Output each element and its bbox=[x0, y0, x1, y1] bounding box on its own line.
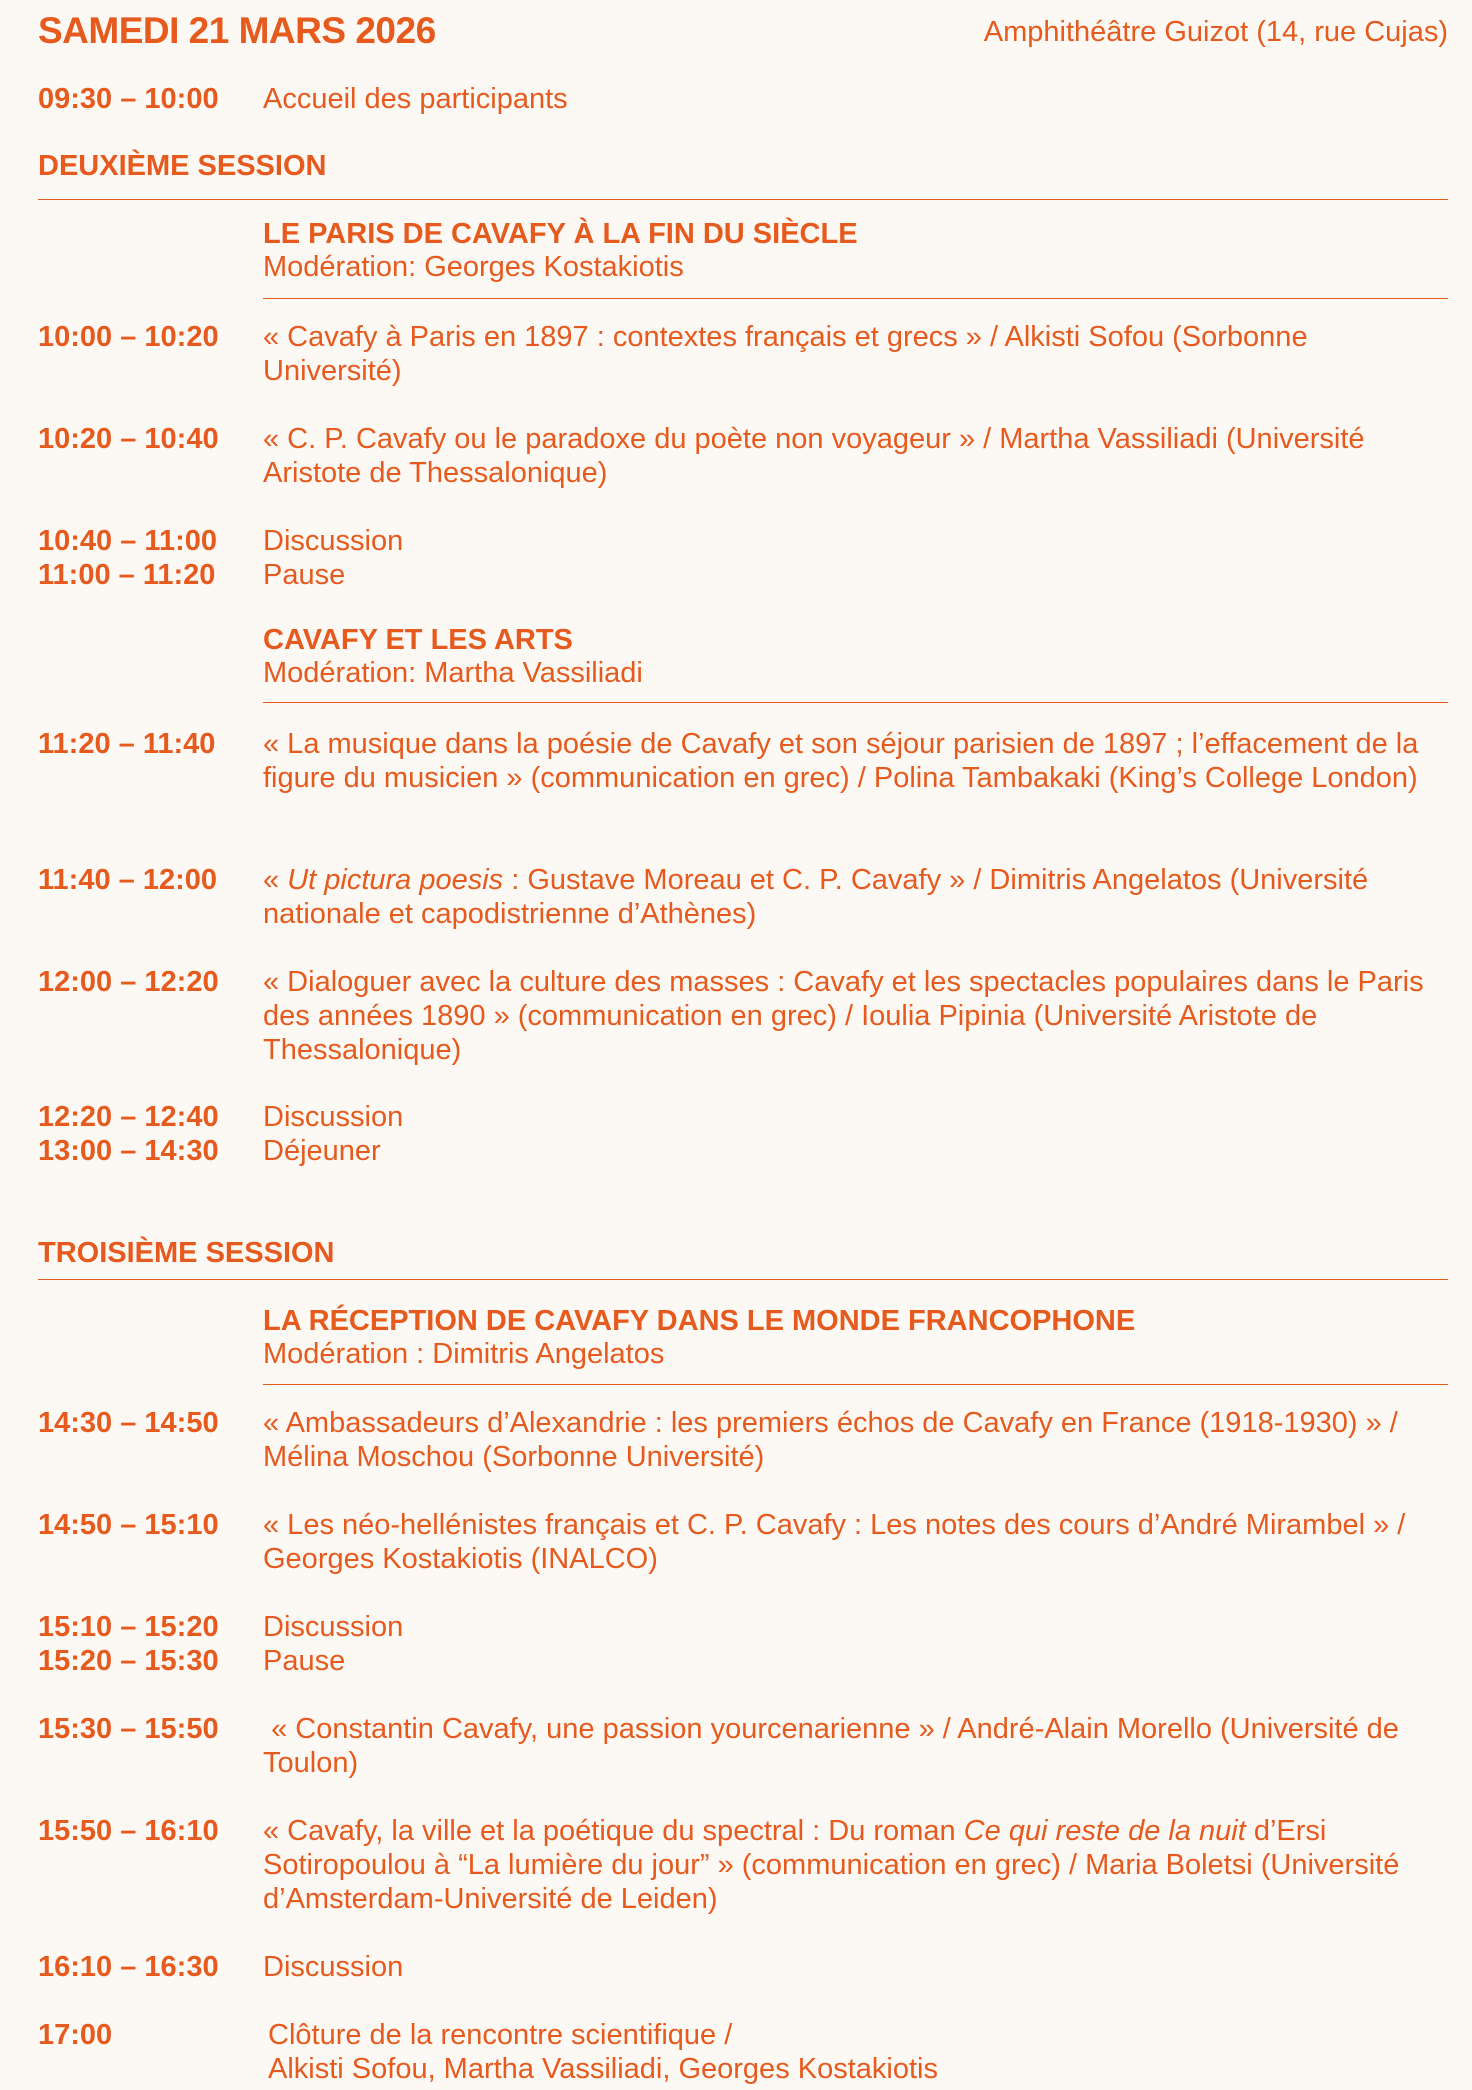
venue: Amphithéâtre Guizot (14, rue Cujas) bbox=[983, 16, 1448, 48]
time-slot: 14:30 – 14:50 bbox=[38, 1407, 219, 1439]
time-slot: 15:30 – 15:50 bbox=[38, 1713, 219, 1745]
row-text: Discussion bbox=[263, 525, 404, 557]
sub-session-title: LE PARIS DE CAVAFY À LA FIN DU SIÈCLE bbox=[263, 218, 858, 250]
time-slot: 12:20 – 12:40 bbox=[38, 1101, 219, 1133]
sub-session-header bbox=[263, 624, 1448, 690]
row-text: « C. P. Cavafy ou le paradoxe du poète non voyageur » / Martha Vassiliadi (Université Aristote de Thessalonique) bbox=[263, 423, 1365, 489]
row-text: Pause bbox=[263, 559, 346, 591]
row-text: « Constantin Cavafy, une passion yourcenarienne » / André-Alain Morello (Université de Toulon) bbox=[263, 1713, 1407, 1779]
row-text: Discussion bbox=[263, 1101, 404, 1133]
row-text: Discussion bbox=[263, 1611, 404, 1643]
time-slot: 11:00 – 11:20 bbox=[38, 559, 216, 591]
divider bbox=[263, 702, 1448, 703]
day-title: SAMEDI 21 MARS 2026 bbox=[38, 10, 436, 51]
row-text: « Cavafy à Paris en 1897 : contextes français et grecs » / Alkisti Sofou (Sorbonne Université) bbox=[263, 321, 1308, 387]
time-slot: 11:20 – 11:40 bbox=[38, 728, 216, 760]
sub-session-header bbox=[263, 218, 1448, 284]
sub-session-title: CAVAFY ET LES ARTS bbox=[263, 624, 573, 656]
time-slot: 10:40 – 11:00 bbox=[38, 525, 217, 557]
moderation: Modération: Georges Kostakiotis bbox=[263, 251, 684, 283]
time-slot: 10:20 – 10:40 bbox=[38, 423, 219, 455]
divider bbox=[263, 298, 1448, 299]
time-slot: 10:00 – 10:20 bbox=[38, 321, 219, 353]
italic-title: Ce qui reste de la nuit bbox=[963, 1815, 1246, 1847]
row-text: « Ambassadeurs d’Alexandrie : les premiers échos de Cavafy en France (1918-1930) » / Mélina Moschou (Sorbonne Université) bbox=[263, 1407, 1398, 1473]
italic-title: Ut pictura poesis bbox=[287, 864, 504, 896]
sub-session-title: LA RÉCEPTION DE CAVAFY DANS LE MONDE FRANCOPHONE bbox=[263, 1305, 1136, 1337]
session-heading: TROISIÈME SESSION bbox=[38, 1237, 335, 1269]
time-slot: 11:40 – 12:00 bbox=[38, 864, 217, 896]
row-text: Accueil des participants bbox=[263, 83, 568, 115]
row-text: « Les néo-hellénistes français et C. P. Cavafy : Les notes des cours d’André Mirambel » / Georges Kostakiotis (INALCO) bbox=[263, 1509, 1406, 1575]
row-text bbox=[268, 2018, 1448, 2086]
divider bbox=[263, 1384, 1448, 1385]
divider bbox=[38, 199, 1448, 200]
time-slot: 17:00 bbox=[38, 2019, 113, 2051]
time-slot: 14:50 – 15:10 bbox=[38, 1509, 219, 1541]
row-text: Déjeuner bbox=[263, 1135, 381, 1167]
row-text: Pause bbox=[263, 1645, 346, 1677]
row-text: « La musique dans la poésie de Cavafy et son séjour parisien de 1897 ; l’effacement de la figure du musicien » (communication en grec) / Polina Tambakaki (King’s College London) bbox=[263, 728, 1419, 794]
moderation: Modération: Martha Vassiliadi bbox=[263, 657, 643, 689]
row-text: « Cavafy, la ville et la poétique du spectral : Du roman Ce qui reste de la nuit d’Ersi Sotiropoulou à “La lumière du jour” » (communication en grec) / Maria Boletsi (Université d’Amsterdam-Université de Leiden) bbox=[263, 1815, 1400, 1915]
closing-names: Alkisti Sofou, Martha Vassiliadi, Georges Kostakiotis bbox=[268, 2053, 938, 2085]
closing-line: Clôture de la rencontre scientifique / bbox=[268, 2019, 733, 2051]
divider bbox=[38, 1279, 1448, 1280]
row-text: Discussion bbox=[263, 1951, 404, 1983]
session-heading: DEUXIÈME SESSION bbox=[38, 150, 327, 182]
row-text: « Dialoguer avec la culture des masses : Cavafy et les spectacles populaires dans le Paris des années 1890 » (communication en grec) / Ioulia Pipinia (Université Aristote de Thessalonique) bbox=[263, 966, 1424, 1066]
time-slot: 09:30 – 10:00 bbox=[38, 83, 219, 115]
time-slot: 15:10 – 15:20 bbox=[38, 1611, 219, 1643]
time-slot: 16:10 – 16:30 bbox=[38, 1951, 219, 1983]
time-slot: 15:20 – 15:30 bbox=[38, 1645, 219, 1677]
time-slot: 15:50 – 16:10 bbox=[38, 1815, 219, 1847]
time-slot: 13:00 – 14:30 bbox=[38, 1135, 219, 1167]
sub-session-header bbox=[263, 1305, 1448, 1371]
moderation: Modération : Dimitris Angelatos bbox=[263, 1338, 665, 1370]
time-slot: 12:00 – 12:20 bbox=[38, 966, 219, 998]
row-text: « Ut pictura poesis : Gustave Moreau et C. P. Cavafy » / Dimitris Angelatos (Université nationale et capodistrienne d’Athènes) bbox=[263, 864, 1369, 930]
